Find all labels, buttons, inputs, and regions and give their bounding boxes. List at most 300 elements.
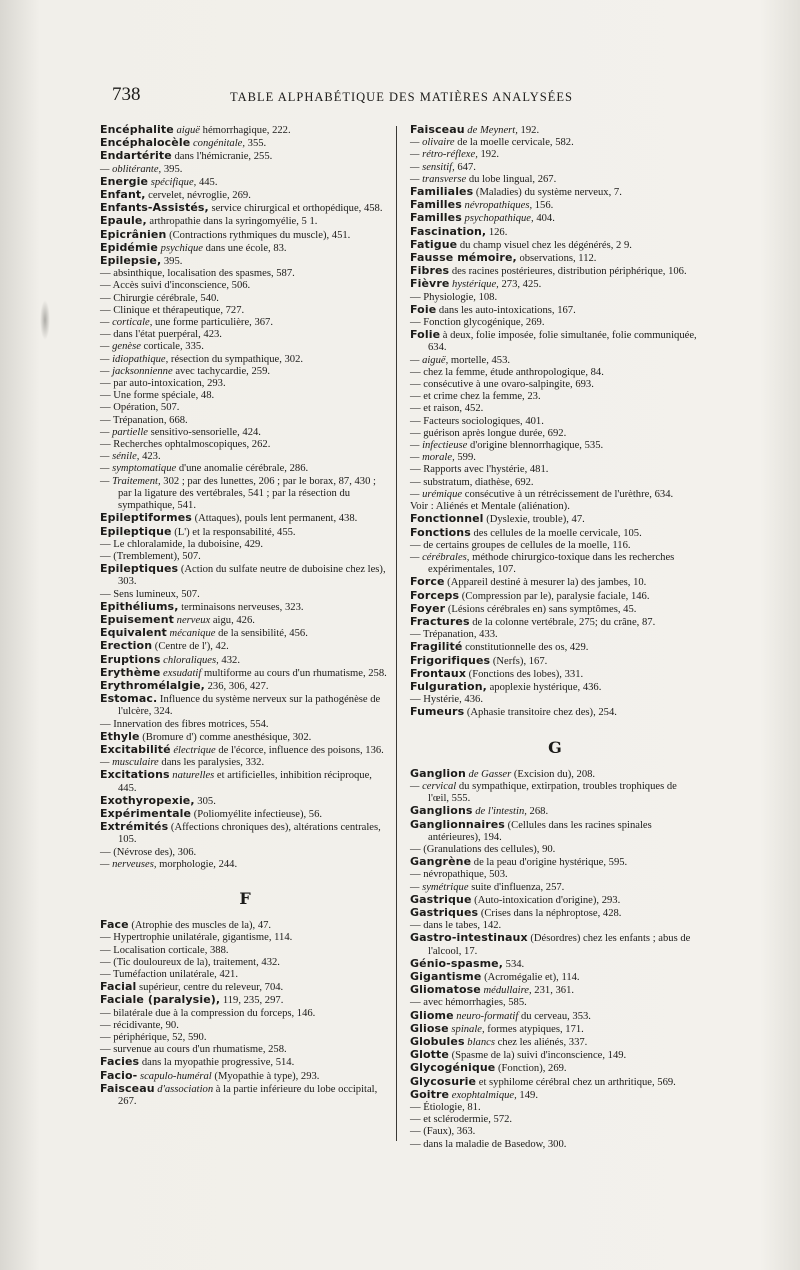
index-entry: [410, 292, 700, 304]
entry-italic: aiguë: [173, 125, 201, 136]
index-entry: [100, 769, 390, 794]
entry-text: — périphérique, 52, 590.: [100, 1032, 207, 1044]
entry-text: 305.: [194, 795, 216, 807]
entry-italic: médullaire,: [480, 985, 532, 997]
entry-headword: Gangrène: [410, 855, 472, 869]
index-entry: [410, 1036, 700, 1049]
entry-headword: Erythème: [100, 665, 161, 679]
entry-text: — et raison, 452.: [410, 403, 484, 415]
entry-headword: Gastrique: [410, 892, 472, 906]
entry-text: morphologie, 244.: [156, 858, 238, 870]
index-entry: [100, 526, 390, 539]
index-entry: [410, 706, 700, 719]
index-entry: [410, 1102, 700, 1114]
entry-headword: Fonctions: [410, 525, 471, 539]
index-entry: [100, 1056, 390, 1069]
entry-headword: Fausse mémoire,: [410, 251, 517, 265]
index-entry: [410, 527, 700, 540]
entry-text: 192.: [517, 125, 540, 136]
entry-headword: Frontaux: [410, 666, 467, 680]
entry-text: d'une anomalie cérébrale, 286.: [176, 463, 309, 475]
entry-italic: — aiguë,: [410, 354, 449, 366]
entry-text: cervelet, névroglie, 269.: [145, 190, 251, 202]
entry-text: (Désordres) chez les enfants ; abus de l'alcool, 17.: [428, 933, 691, 957]
entry-italic: — morale,: [410, 452, 455, 464]
entry-headword: Forceps: [410, 588, 460, 602]
entry-headword: Extrémités: [100, 820, 169, 834]
entry-italic: nerveux: [174, 614, 211, 626]
entry-italic: — jacksonnienne: [100, 365, 173, 377]
entry-headword: Fractures: [410, 614, 470, 628]
index-entry: [100, 427, 390, 439]
entry-text: à la partie inférieure du lobe occipital, 267.: [118, 1083, 378, 1108]
entry-text: — Fonction glycogénique, 269.: [410, 317, 545, 329]
entry-headword: Fibres: [410, 264, 450, 278]
entry-headword: Familiales: [410, 185, 474, 199]
index-entry: [100, 293, 390, 305]
index-entry: [410, 265, 700, 278]
entry-italic: neuro-formatif: [453, 1010, 519, 1022]
entry-headword: Enfants-Assistés,: [100, 201, 209, 215]
entry-text: — Trépanation, 433.: [410, 629, 498, 641]
entry-text: — dans le tabes, 142.: [410, 920, 502, 932]
index-entry: [410, 1076, 700, 1089]
entry-headword: Fragilité: [410, 640, 463, 654]
entry-text: observations, 112.: [516, 253, 597, 265]
entry-text: 231, 361.: [531, 985, 575, 997]
entry-text: de l'écorce, influence des poisons, 136.: [215, 744, 384, 756]
entry-text: (Compression par le), paralysie faciale, 146.: [459, 590, 650, 602]
entry-headword: Glycosurie: [410, 1074, 477, 1088]
entry-text: — Accès suivi d'inconscience, 506.: [100, 280, 251, 292]
entry-text: (Bromure d') comme anesthésique, 302.: [139, 731, 312, 743]
entry-text: (Lésions cérébrales en) sans symptômes, 45.: [445, 603, 637, 615]
entry-headword: Epidémie: [100, 240, 158, 254]
entry-text: 236, 306, 427.: [204, 680, 269, 692]
entry-headword: Epilepsie,: [100, 254, 162, 268]
index-entry: [410, 869, 700, 881]
index-entry: [100, 719, 390, 731]
page-number: 738: [112, 84, 141, 105]
entry-italic: blancs: [464, 1037, 495, 1049]
entry-headword: Estomac.: [100, 692, 158, 706]
entry-text: (Nerfs), 167.: [490, 655, 548, 667]
index-entry: [100, 341, 390, 353]
index-entry: [100, 280, 390, 292]
right-column: [410, 124, 700, 1151]
entry-text: 119, 235, 297.: [220, 995, 284, 1007]
entry-text: dans les auto-intoxications, 167.: [436, 304, 576, 316]
entry-text: (Cellules dans les racines spinales antérieures), 194.: [428, 819, 652, 843]
entry-text: d'origine blennorrhagique, 535.: [467, 440, 604, 452]
entry-text: dans la myopathie progressive, 514.: [139, 1057, 295, 1069]
entry-text: avec tachycardie, 259.: [172, 365, 271, 377]
entry-text: 599.: [454, 452, 476, 464]
index-entry: [410, 590, 700, 603]
entry-text: résection du sympathique, 302.: [168, 353, 304, 365]
entry-text: sensitivo-sensorielle, 424.: [147, 426, 261, 438]
entry-text: hémorrhagique, 222.: [200, 125, 291, 136]
entry-text: des racines postérieures, distribution périphérique, 106.: [449, 266, 687, 278]
index-entry: [100, 957, 390, 969]
entry-text: (Poliomyélite infectieuse), 56.: [191, 808, 323, 820]
column-divider: [396, 126, 397, 1141]
index-entry: [100, 150, 390, 163]
index-entry: [410, 1139, 700, 1151]
index-entry: [100, 945, 390, 957]
entry-headword: Epicrânien: [100, 227, 167, 241]
entry-italic: de Gasser: [465, 768, 512, 780]
entry-headword: Face: [100, 918, 129, 932]
left-column: [100, 124, 390, 1108]
entry-text: — Physiologie, 108.: [410, 291, 498, 303]
entry-text: (Myopathie à type), 293.: [211, 1070, 320, 1082]
entry-text: — dans l'état puerpéral, 423.: [100, 329, 222, 341]
entry-italic: — corticale,: [100, 317, 153, 329]
entry-italic: exophtalmique,: [449, 1089, 517, 1101]
index-entry: [100, 744, 390, 757]
entry-headword: Familles: [410, 198, 462, 212]
entry-text: — et crime chez la femme, 23.: [410, 391, 541, 403]
entry-headword: Excitations: [100, 768, 170, 782]
entry-headword: Fumeurs: [410, 705, 465, 719]
entry-text: — Le chloralamide, la duboisine, 429.: [100, 538, 263, 550]
entry-text: et syphilome cérébral chez un arthritique, 569.: [476, 1076, 676, 1088]
entry-text: — substratum, diathèse, 692.: [410, 476, 534, 488]
entry-headword: Faciale (paralysie),: [100, 993, 221, 1007]
entry-text: (Dyslexie, trouble), 47.: [483, 514, 585, 526]
entry-text: — Innervation des fibres motrices, 554.: [100, 718, 269, 730]
index-entry: [100, 476, 390, 513]
entry-text: (Crises dans la néphroptose, 428.: [478, 907, 622, 919]
entry-text: méthode chirurgico-toxique dans les recherches expérimentales, 107.: [428, 551, 675, 576]
index-entry: [410, 616, 700, 629]
index-entry: [410, 355, 700, 367]
index-entry: [100, 402, 390, 414]
entry-italic: psychopathique,: [461, 213, 534, 225]
index-entry: [100, 1032, 390, 1044]
entry-text: formes atypiques, 171.: [484, 1023, 584, 1035]
entry-headword: Familles: [410, 211, 462, 225]
entry-text: (Action du sulfate neutre de duboisine chez les), 303.: [118, 564, 386, 588]
entry-italic: congénitale,: [190, 138, 246, 150]
entry-text: 355.: [245, 138, 267, 150]
entry-headword: Endartérite: [100, 149, 172, 163]
entry-text: 273, 425.: [498, 279, 542, 291]
entry-headword: Facio-: [100, 1068, 138, 1082]
index-entry: [410, 367, 700, 379]
entry-headword: Ganglion: [410, 766, 466, 780]
entry-italic: — genèse: [100, 341, 141, 353]
entry-text: aigu, 426.: [210, 614, 255, 626]
index-entry: [100, 539, 390, 551]
entry-text: — Hystérie, 436.: [410, 694, 483, 706]
index-entry: [410, 477, 700, 489]
entry-italic: — oblitérante,: [100, 163, 162, 175]
entry-headword: Gliome: [410, 1008, 454, 1022]
entry-headword: Expérimentale: [100, 806, 192, 820]
entry-text: des cellules de la moelle cervicale, 105.: [470, 527, 642, 539]
entry-text: (Acromégalie et), 114.: [481, 972, 580, 983]
entry-text: — de certains groupes de cellules de la moelle, 116.: [410, 539, 631, 551]
entry-text: 395.: [161, 163, 183, 175]
entry-text: du sympathique, extirpation, troubles trophiques de l'œil, 555.: [428, 780, 677, 805]
entry-italic: d'association: [154, 1083, 214, 1095]
entry-headword: Fulguration,: [410, 679, 487, 693]
entry-italic: spécifique,: [148, 176, 197, 188]
entry-text: (Atrophie des muscles de la), 47.: [128, 920, 272, 932]
entry-headword: Gigantisme: [410, 970, 482, 983]
entry-italic: de l'intestin,: [472, 806, 527, 818]
index-entry: [410, 681, 700, 694]
entry-text: — Facteurs sociologiques, 401.: [410, 415, 544, 427]
index-entry: [100, 329, 390, 341]
entry-text: — absinthique, localisation des spasmes, 587.: [100, 268, 295, 280]
entry-headword: Equivalent: [100, 626, 167, 640]
entry-italic: — sensitif,: [410, 161, 455, 173]
entry-italic: de Meynert,: [464, 125, 518, 136]
index-entry: [410, 984, 700, 997]
index-entry: [410, 137, 700, 149]
entry-italic: électrique: [170, 744, 216, 756]
entry-text: (Fonction), 269.: [495, 1063, 567, 1075]
entry-text: corticale, 335.: [140, 341, 204, 353]
entry-text: — (Névrose des), 306.: [100, 846, 197, 858]
entry-text: et artificielles, inhibition réciproque, 445.: [118, 770, 372, 794]
index-entry: [100, 415, 390, 427]
entry-text: — bilatérale due à la compression du forceps, 146.: [100, 1007, 316, 1019]
entry-headword: Energie: [100, 174, 149, 188]
entry-headword: Erythromélalgie,: [100, 678, 205, 692]
entry-text: (Affections chroniques des), altérations centrales, 105.: [118, 822, 381, 846]
index-entry: [100, 439, 390, 451]
index-entry: [410, 464, 700, 476]
entry-italic: naturelles: [169, 770, 215, 782]
entry-headword: Glycogénique: [410, 1061, 496, 1075]
entry-text: constitutionnelle des os, 429.: [462, 642, 589, 654]
entry-text: — Chirurgie cérébrale, 540.: [100, 292, 219, 304]
entry-italic: — Traitement,: [100, 475, 161, 487]
entry-italic: — infectieuse: [410, 440, 468, 452]
index-entry: [100, 255, 390, 268]
entry-text: 395.: [161, 256, 183, 268]
section-letter-g: G: [548, 737, 562, 757]
entry-headword: Faisceau: [100, 1081, 155, 1095]
entry-text: de la colonne vertébrale, 275; du crâne, 87.: [469, 616, 656, 628]
entry-text: une forme particulière, 367.: [152, 317, 273, 329]
entry-text: à deux, folie imposée, folie simultanée, folie communiquée, 634.: [428, 330, 697, 354]
index-entry: [100, 1020, 390, 1032]
entry-italic: névropathiques,: [461, 200, 533, 212]
entry-text: (Attaques), pouls lent permanent, 438.: [191, 513, 358, 525]
entry-italic: — rétro-réflexe,: [410, 149, 478, 161]
entry-text: supérieur, centre du releveur, 704.: [136, 982, 284, 994]
entry-italic: — partielle: [100, 426, 148, 438]
entry-italic: — symétrique: [410, 881, 469, 893]
entry-text: 404.: [533, 213, 555, 225]
left-entries-f: [100, 919, 390, 1108]
entry-headword: Gastro-intestinaux: [410, 931, 528, 945]
entry-text: — consécutive à une ovaro-salpingite, 693.: [410, 379, 594, 391]
entry-headword: Folie: [410, 328, 441, 342]
entry-headword: Epithéliums,: [100, 599, 179, 613]
entry-text: dans les paralysies, 332.: [158, 757, 265, 769]
entry-text: 534.: [503, 958, 525, 970]
entry-italic: mécanique: [166, 628, 216, 640]
entry-text: 647.: [454, 161, 476, 173]
entry-headword: Goitre: [410, 1087, 450, 1101]
right-entries: [410, 124, 700, 720]
margin-smudge: [40, 300, 50, 340]
entry-text: — (Faux), 363.: [410, 1126, 476, 1138]
entry-text: du champ visuel chez les dégénérés, 2 9.: [457, 239, 632, 251]
entry-headword: Exothyropexie,: [100, 793, 195, 807]
entry-italic: — idiopathique,: [100, 353, 169, 365]
entry-text: mortelle, 453.: [448, 354, 511, 366]
entry-headword: Ganglions: [410, 804, 473, 818]
page-header: [112, 84, 712, 108]
entry-text: 149.: [516, 1089, 538, 1101]
entry-text: 192.: [477, 149, 500, 161]
entry-headword: Foie: [410, 302, 437, 316]
index-entry: [410, 149, 700, 161]
index-entry: [410, 1114, 700, 1126]
entry-italic: chloraliques,: [160, 654, 219, 666]
entry-italic: hystérique,: [449, 279, 499, 291]
index-entry: [100, 932, 390, 944]
index-entry: [100, 563, 390, 588]
index-entry: [410, 391, 700, 403]
entry-text: — Rapports avec l'hystérie, 481.: [410, 464, 549, 476]
entry-headword: Frigorifiques: [410, 653, 491, 667]
entry-headword: Glotte: [410, 1048, 449, 1062]
left-entries: [100, 124, 390, 871]
index-entry: [100, 390, 390, 402]
entry-headword: Globules: [410, 1035, 465, 1049]
entry-headword: Erection: [100, 639, 153, 653]
entry-text: — Une forme spéciale, 48.: [100, 390, 215, 402]
entry-text: du lobe lingual, 267.: [466, 173, 557, 185]
entry-text: Influence du système nerveux sur la pathogénèse de l'ulcère, 324.: [118, 694, 381, 718]
entry-text: dans une école, 83.: [203, 242, 287, 254]
entry-text: apoplexie hystérique, 436.: [486, 681, 602, 693]
entry-text: — (Tremblement), 507.: [100, 550, 201, 562]
index-entry: [410, 278, 700, 291]
entry-headword: Epileptique: [100, 524, 172, 538]
entry-headword: Encéphalocèle: [100, 136, 191, 150]
entry-text: (Centre de l'), 42.: [152, 641, 229, 653]
entry-text: (Appareil destiné à mesurer la) des jambes, 10.: [444, 577, 647, 589]
entry-text: multiforme au cours d'un rhumatisme, 258.: [201, 667, 387, 679]
entry-italic: exsudatif: [160, 667, 202, 679]
entry-italic: — symptomatique: [100, 463, 177, 475]
entry-text: — chez la femme, étude anthropologique, 84.: [410, 366, 604, 378]
index-entry: [410, 252, 700, 265]
entry-text: — dans la maladie de Basedow, 300.: [410, 1138, 567, 1150]
entry-text: — récidivante, 90.: [100, 1019, 179, 1031]
entry-text: — par auto-intoxication, 293.: [100, 378, 226, 390]
index-entry: [100, 693, 390, 718]
entry-text: (Contractions rythmiques du muscle), 451.: [166, 229, 351, 241]
index-entry: [410, 1126, 700, 1138]
entry-text: (Aphasie transitoire chez des), 254.: [464, 707, 617, 719]
entry-italic: — cervical: [410, 780, 457, 792]
index-entry: [410, 416, 700, 428]
entry-italic: — transverse: [410, 173, 467, 185]
entry-headword: Génio-spasme,: [410, 956, 504, 970]
index-entry: [100, 451, 390, 463]
entry-text: — et sclérodermie, 572.: [410, 1114, 513, 1126]
entry-text: dans l'hémicranie, 255.: [171, 151, 273, 163]
entry-text: 156.: [532, 200, 554, 212]
entry-headword: Gastriques: [410, 905, 479, 919]
index-entry: [410, 1089, 700, 1102]
index-entry: [100, 366, 390, 378]
index-entry: [410, 768, 700, 781]
entry-italic: — nerveuses,: [100, 858, 157, 870]
index-entry: [410, 907, 700, 920]
index-entry: [100, 378, 390, 390]
index-entry: [410, 856, 700, 869]
entry-headword: Faisceau: [410, 123, 465, 136]
index-entry: [410, 489, 700, 501]
entry-italic: — musculaire: [100, 757, 159, 769]
entry-headword: Fièvre: [410, 277, 450, 291]
entry-text: du cerveau, 353.: [518, 1010, 591, 1022]
entry-headword: Eruptions: [100, 652, 161, 666]
index-entry: [100, 317, 390, 329]
entry-headword: Epileptiformes: [100, 511, 192, 525]
entry-text: — Localisation corticale, 388.: [100, 944, 229, 956]
entry-italic: — cérébrales,: [410, 551, 470, 563]
index-entry: [100, 994, 390, 1007]
index-entry: [100, 305, 390, 317]
entry-text: — Recherches ophtalmoscopiques, 262.: [100, 439, 271, 451]
index-entry: [100, 821, 390, 846]
entry-headword: Epaule,: [100, 214, 147, 228]
entry-headword: Epuisement: [100, 612, 175, 626]
index-entry: [100, 1044, 390, 1056]
entry-text: Voir : Aliénés et Mentale (aliénation).: [410, 501, 570, 513]
entry-headword: Epileptiques: [100, 562, 179, 576]
entry-text: — Étiologie, 81.: [410, 1102, 481, 1114]
entry-text: (Excision du), 208.: [511, 768, 596, 780]
entry-headword: Fascination,: [410, 224, 487, 238]
entry-text: (Auto-intoxication d'origine), 293.: [471, 894, 621, 906]
index-entry: [410, 304, 700, 317]
entry-text: (Fonctions des lobes), 331.: [466, 668, 584, 680]
entry-text: — Tuméfaction unilatérale, 421.: [100, 969, 238, 980]
entry-text: (L') et la responsabilité, 455.: [171, 526, 296, 538]
index-entry: [410, 379, 700, 391]
index-entry: [410, 317, 700, 329]
index-entry: [410, 781, 700, 805]
entry-headword: Gliose: [410, 1021, 449, 1035]
entry-text: — survenue au cours d'un rhumatisme, 258.: [100, 1044, 287, 1056]
index-entry: [100, 463, 390, 475]
index-entry: [100, 1008, 390, 1020]
entry-text: — névropathique, 503.: [410, 869, 508, 881]
index-entry: [100, 1083, 390, 1108]
entry-text: — avec hémorrhagies, 585.: [410, 997, 527, 1009]
index-entry: [410, 552, 700, 576]
index-entry: [410, 819, 700, 844]
entry-text: 302 ; par des lunettes, 206 ; par le borax, 87, 430 ; par la ligature des vertébrales, 541 ; par la résection du sympathique, 541.: [118, 475, 376, 512]
entry-text: 423.: [139, 451, 161, 463]
entry-headword: Encéphalite: [100, 123, 174, 136]
entry-text: 432.: [218, 654, 240, 666]
entry-italic: psychique: [158, 242, 204, 254]
